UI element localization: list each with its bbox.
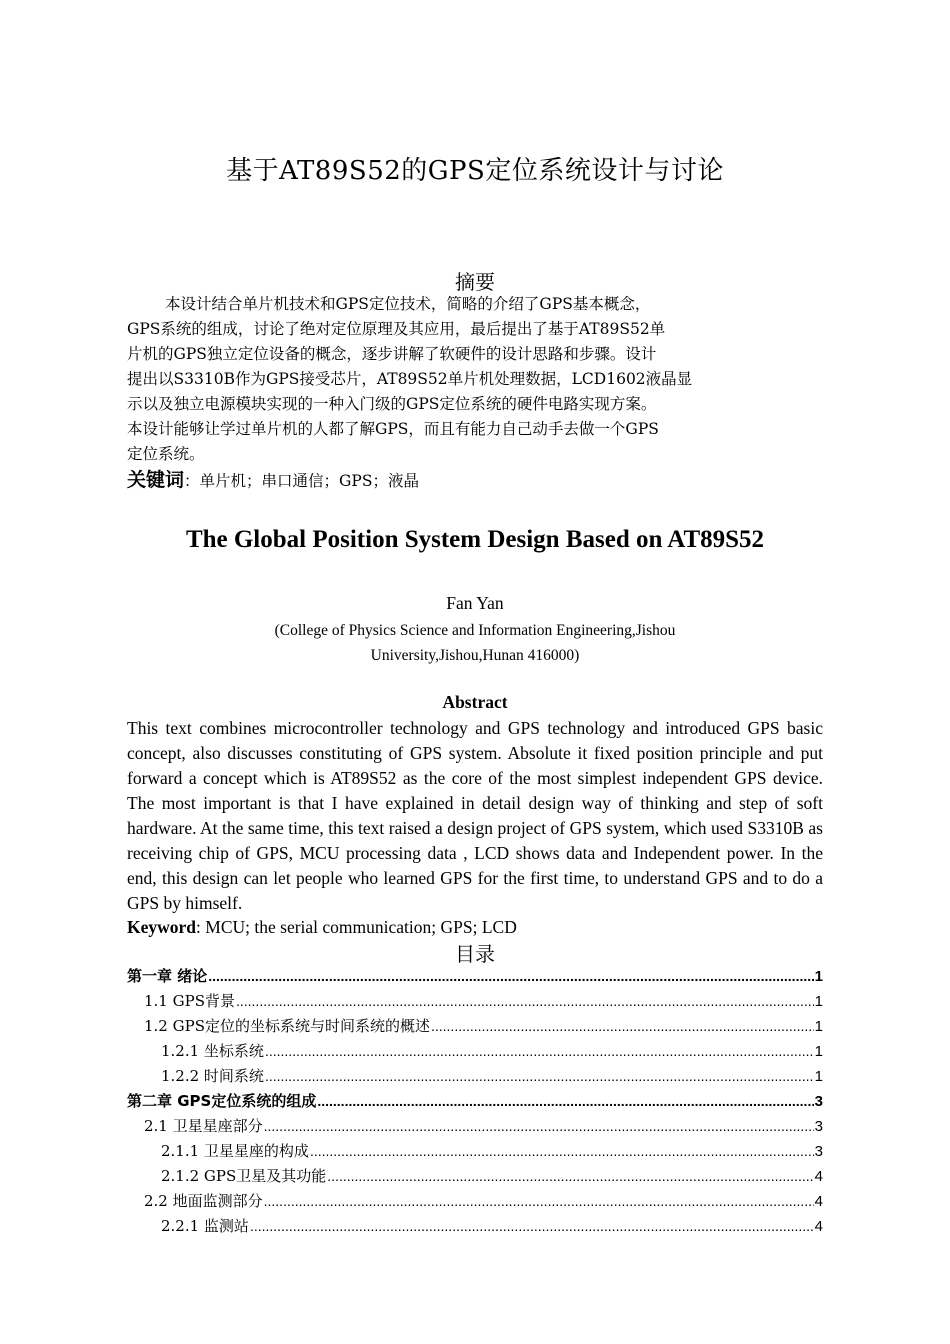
toc-page-number: 3 — [814, 1118, 823, 1135]
chinese-keywords-label: 关键词 — [127, 469, 185, 491]
toc-entry[interactable] — [127, 989, 823, 1014]
chinese-keywords-text: ：单片机；串口通信；GPS；液晶 — [184, 472, 419, 490]
toc-dot-leader — [236, 989, 814, 1014]
toc-entry[interactable] — [127, 1164, 823, 1189]
chinese-keywords — [127, 468, 419, 494]
toc-dot-leader — [265, 1039, 814, 1064]
toc-entry[interactable] — [127, 1014, 823, 1039]
abstract-line: 示以及独立电源模块实现的一种入门级的GPS定位系统的硬件电路实现方案。 — [127, 395, 657, 413]
english-abstract-body: This text combines microcontroller technology and GPS technology and introduced GPS basic concept, also discusses constituting of GPS system. Absolute it fixed position principle and put forward a concept which is AT89S52 as the core of the most simplest independent GPS device. The most important is that I have explained in detail design way of thinking and step of soft hardware. At the same time, this text raised a design project of GPS system, which used S3310B as receiving chip of GPS, MCU processing data , LCD shows data and Independent power. In the end, this design can let people who learned GPS for the first time, to understand GPS and to do a GPS by himself. — [127, 718, 823, 913]
toc-dot-leader — [264, 1189, 814, 1214]
toc-entry-title: 第一章 绪论 — [127, 967, 208, 985]
chinese-abstract-heading: 摘要 — [455, 270, 495, 294]
toc-entry-title: 1.2.1 坐标系统 — [161, 1042, 264, 1060]
toc-entry[interactable] — [127, 1114, 823, 1139]
english-keywords-label: Keyword — [127, 917, 197, 937]
english-abstract-heading: Abstract — [442, 692, 508, 712]
chinese-abstract-body — [127, 292, 787, 467]
toc-entry[interactable] — [127, 1064, 823, 1089]
toc-entry[interactable] — [127, 1089, 823, 1114]
toc-dot-leader — [208, 964, 813, 989]
toc-heading: 目录 — [455, 942, 495, 966]
toc-page-number: 3 — [814, 1093, 823, 1110]
abstract-line: 本设计能够让学过单片机的人都了解GPS，而且有能力自己动手去做一个GPS — [127, 420, 659, 438]
toc-entry[interactable] — [127, 1039, 823, 1064]
abstract-line: 定位系统。 — [127, 445, 205, 463]
toc-page-number: 1 — [814, 968, 823, 985]
affiliation-line: University,Jishou,Hunan 416000) — [370, 647, 580, 664]
table-of-contents — [127, 964, 823, 1239]
chinese-title: 基于AT89S52的GPS定位系统设计与讨论 — [226, 156, 724, 186]
abstract-line: 本设计结合单片机技术和GPS定位技术，简略的介绍了GPS基本概念， — [165, 295, 651, 313]
toc-page-number: 1 — [814, 1043, 823, 1060]
toc-dot-leader — [431, 1014, 814, 1039]
author-affiliation — [0, 618, 950, 668]
abstract-line: 提出以S3310B作为GPS接受芯片，AT89S52单片机处理数据，LCD1602液晶显 — [127, 370, 693, 388]
toc-entry-title: 1.2 GPS定位的坐标系统与时间系统的概述 — [144, 1017, 430, 1035]
toc-dot-leader — [317, 1089, 813, 1114]
english-title: The Global Position System Design Based on AT89S52 — [185, 526, 765, 553]
abstract-line: 片机的GPS独立定位设备的概念，逐步讲解了软硬件的设计思路和步骤。设计 — [127, 345, 657, 363]
toc-page-number: 1 — [814, 1068, 823, 1085]
toc-entry-title: 2.1.2 GPS卫星及其功能 — [161, 1167, 327, 1185]
toc-page-number: 4 — [814, 1218, 823, 1235]
toc-entry-title: 2.1 卫星星座部分 — [144, 1117, 263, 1135]
toc-dot-leader — [265, 1064, 814, 1089]
english-keywords-text: : MCU; the serial communication; GPS; LCD — [196, 917, 517, 937]
author-name: Fan Yan — [446, 593, 504, 613]
toc-dot-leader — [310, 1139, 814, 1164]
toc-entry-title: 第二章 GPS定位系统的组成 — [127, 1092, 317, 1110]
english-keywords — [127, 915, 517, 940]
toc-dot-leader — [327, 1164, 813, 1189]
toc-entry[interactable] — [127, 1139, 823, 1164]
toc-entry-title: 2.2 地面监测部分 — [144, 1192, 263, 1210]
toc-entry-title: 1.1 GPS背景 — [144, 992, 235, 1010]
toc-page-number: 1 — [814, 993, 823, 1010]
toc-entry[interactable] — [127, 1214, 823, 1239]
toc-page-number: 4 — [814, 1193, 823, 1210]
affiliation-line: (College of Physics Science and Information Engineering,Jishou — [274, 622, 676, 639]
toc-dot-leader — [250, 1214, 814, 1239]
toc-entry-title: 2.2.1 监测站 — [161, 1217, 249, 1235]
toc-entry[interactable] — [127, 1189, 823, 1214]
toc-entry[interactable] — [127, 964, 823, 989]
toc-page-number: 1 — [814, 1018, 823, 1035]
abstract-line: GPS系统的组成，讨论了绝对定位原理及其应用，最后提出了基于AT89S52单 — [127, 320, 666, 338]
toc-page-number: 3 — [814, 1143, 823, 1160]
toc-dot-leader — [264, 1114, 814, 1139]
toc-entry-title: 2.1.1 卫星星座的构成 — [161, 1142, 309, 1160]
toc-entry-title: 1.2.2 时间系统 — [161, 1067, 264, 1085]
toc-page-number: 4 — [814, 1168, 823, 1185]
